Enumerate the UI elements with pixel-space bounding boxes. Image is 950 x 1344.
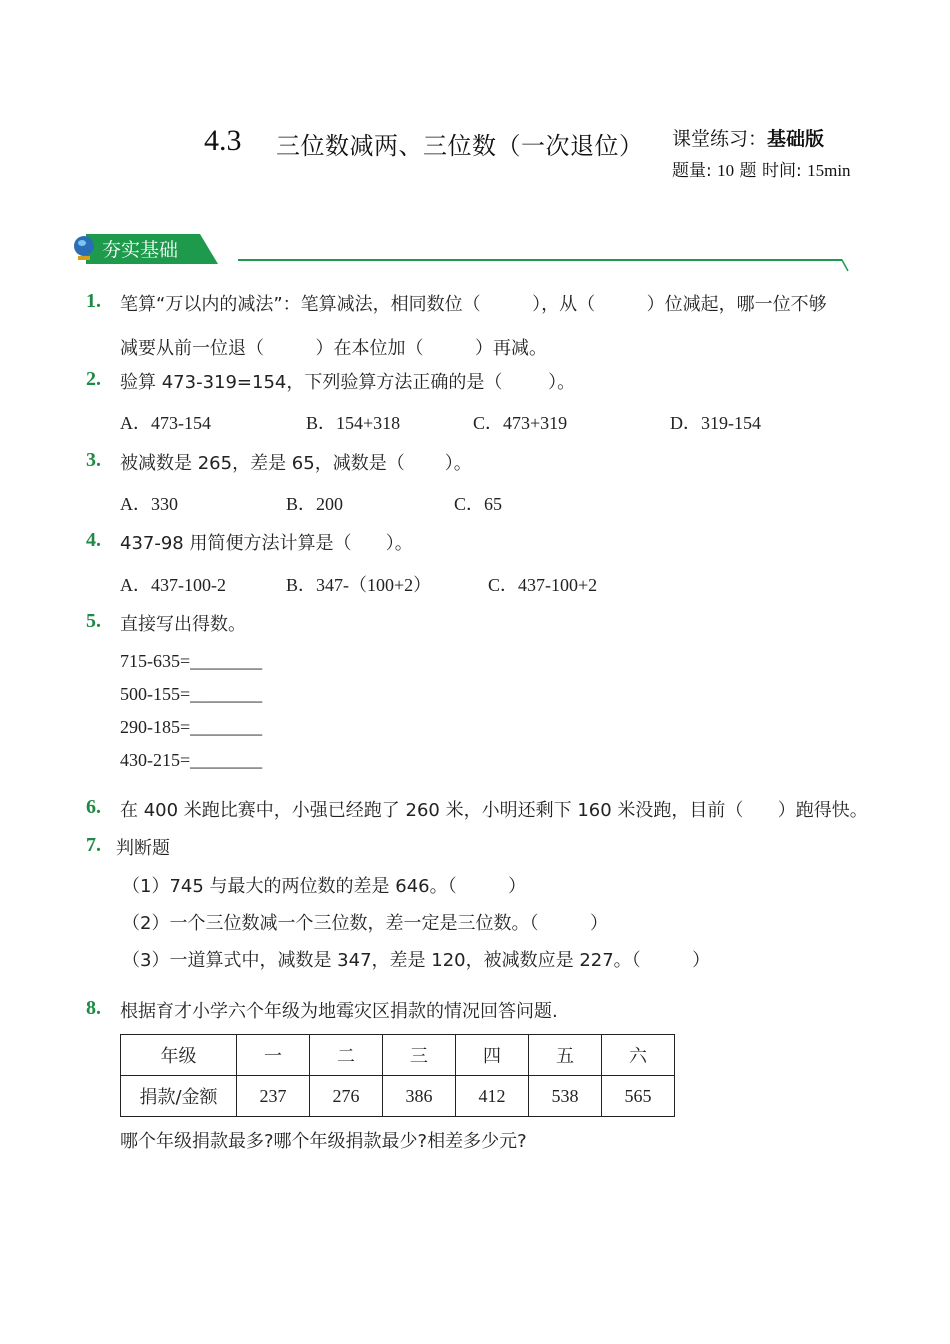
q6-text: 在 400 米跑比赛中，小强已经跑了 260 米，小明还剩下 160 米没跑，目前（ ）跑得快。 bbox=[120, 800, 868, 821]
q3-number: 3. bbox=[86, 449, 101, 471]
table-cell: 捐款/金额 bbox=[121, 1076, 237, 1117]
table-header-cell: 四 bbox=[456, 1035, 529, 1076]
q8-text: 根据育才小学六个年级为地霉灾区捐款的情况回答问题. bbox=[120, 1001, 558, 1022]
q4-option-c: C．437-100+2 bbox=[488, 575, 598, 595]
donation-table bbox=[120, 1034, 675, 1117]
q5-number: 5. bbox=[86, 610, 101, 632]
table-cell: 386 bbox=[383, 1076, 456, 1117]
q5-item-4[interactable]: 430-215=________ bbox=[120, 750, 263, 770]
q2-option-b: B．154+318 bbox=[306, 413, 401, 433]
q6-number: 6. bbox=[86, 796, 101, 818]
meta-count-unit: 题 时间: bbox=[734, 161, 808, 181]
meta-count-value: 10 bbox=[717, 161, 735, 180]
q3-option-a: A．330 bbox=[120, 494, 178, 514]
q5-item-2[interactable]: 500-155=________ bbox=[120, 684, 263, 704]
q3-option-c: C．65 bbox=[454, 494, 503, 514]
q7-item-1: （1）745 与最大的两位数的差是 646。（ ） bbox=[122, 876, 527, 897]
table-header-cell: 年级 bbox=[121, 1035, 237, 1076]
q2-option-c: C．473+319 bbox=[473, 413, 568, 433]
table-header-row bbox=[121, 1035, 675, 1076]
q7-number: 7. bbox=[86, 834, 101, 856]
practice-label bbox=[672, 124, 824, 151]
q5-item-1[interactable]: 715-635=________ bbox=[120, 651, 263, 671]
q3-option-b: B．200 bbox=[286, 494, 344, 514]
section-divider bbox=[238, 259, 842, 261]
practice-level: 基础版 bbox=[767, 128, 825, 150]
practice-label-text: 课堂练习： bbox=[672, 128, 768, 150]
globe-icon bbox=[74, 236, 94, 256]
q2-option-a: A．473-154 bbox=[120, 413, 211, 433]
q4-option-b: B．347-（100+2） bbox=[286, 575, 432, 595]
section-divider-end bbox=[838, 259, 850, 273]
q7-text: 判断题 bbox=[116, 838, 170, 859]
table-header-cell: 一 bbox=[237, 1035, 310, 1076]
table-cell: 565 bbox=[602, 1076, 675, 1117]
q5-text: 直接写出得数。 bbox=[120, 614, 246, 635]
q8-question: 哪个年级捐款最多?哪个年级捐款最少?相差多少元? bbox=[120, 1131, 527, 1152]
q4-text: 437-98 用简便方法计算是（ ）。 bbox=[120, 533, 413, 554]
q7-item-3: （3）一道算式中，减数是 347，差是 120，被减数应是 227。（ ） bbox=[122, 950, 711, 971]
lesson-title: 三位数减两、三位数（一次退位） bbox=[276, 132, 644, 160]
meta-count-label: 题量: bbox=[672, 161, 718, 181]
q5-item-3[interactable]: 290-185=________ bbox=[120, 717, 263, 737]
table-row bbox=[121, 1076, 675, 1117]
q3-text: 被减数是 265，差是 65，减数是（ ）。 bbox=[120, 453, 472, 474]
q4-option-a: A．437-100-2 bbox=[120, 575, 226, 595]
section-banner bbox=[72, 232, 218, 264]
q2-text: 验算 473-319=154，下列验算方法正确的是（ ）。 bbox=[120, 372, 576, 393]
meta-time-value: 15min bbox=[807, 161, 851, 180]
meta-info bbox=[672, 156, 851, 181]
table-header-cell: 二 bbox=[310, 1035, 383, 1076]
table-cell: 276 bbox=[310, 1076, 383, 1117]
q8-number: 8. bbox=[86, 997, 101, 1019]
table-header-cell: 三 bbox=[383, 1035, 456, 1076]
table-header-cell: 五 bbox=[529, 1035, 602, 1076]
q1-line1: 笔算“万以内的减法”：笔算减法，相同数位（ ），从（ ）位减起，哪一位不够 bbox=[120, 294, 827, 315]
q4-number: 4. bbox=[86, 529, 101, 551]
table-cell: 412 bbox=[456, 1076, 529, 1117]
q2-option-d: D．319-154 bbox=[670, 413, 761, 433]
q1-line2: 减要从前一位退（ ）在本位加（ ）再减。 bbox=[120, 338, 547, 359]
q1-number: 1. bbox=[86, 290, 101, 312]
table-header-cell: 六 bbox=[602, 1035, 675, 1076]
lesson-number: 4.3 bbox=[204, 124, 242, 157]
table-cell: 237 bbox=[237, 1076, 310, 1117]
section-title: 夯实基础 bbox=[102, 239, 179, 261]
q2-number: 2. bbox=[86, 368, 101, 390]
q7-item-2: （2）一个三位数减一个三位数，差一定是三位数。（ ） bbox=[122, 913, 608, 934]
table-cell: 538 bbox=[529, 1076, 602, 1117]
